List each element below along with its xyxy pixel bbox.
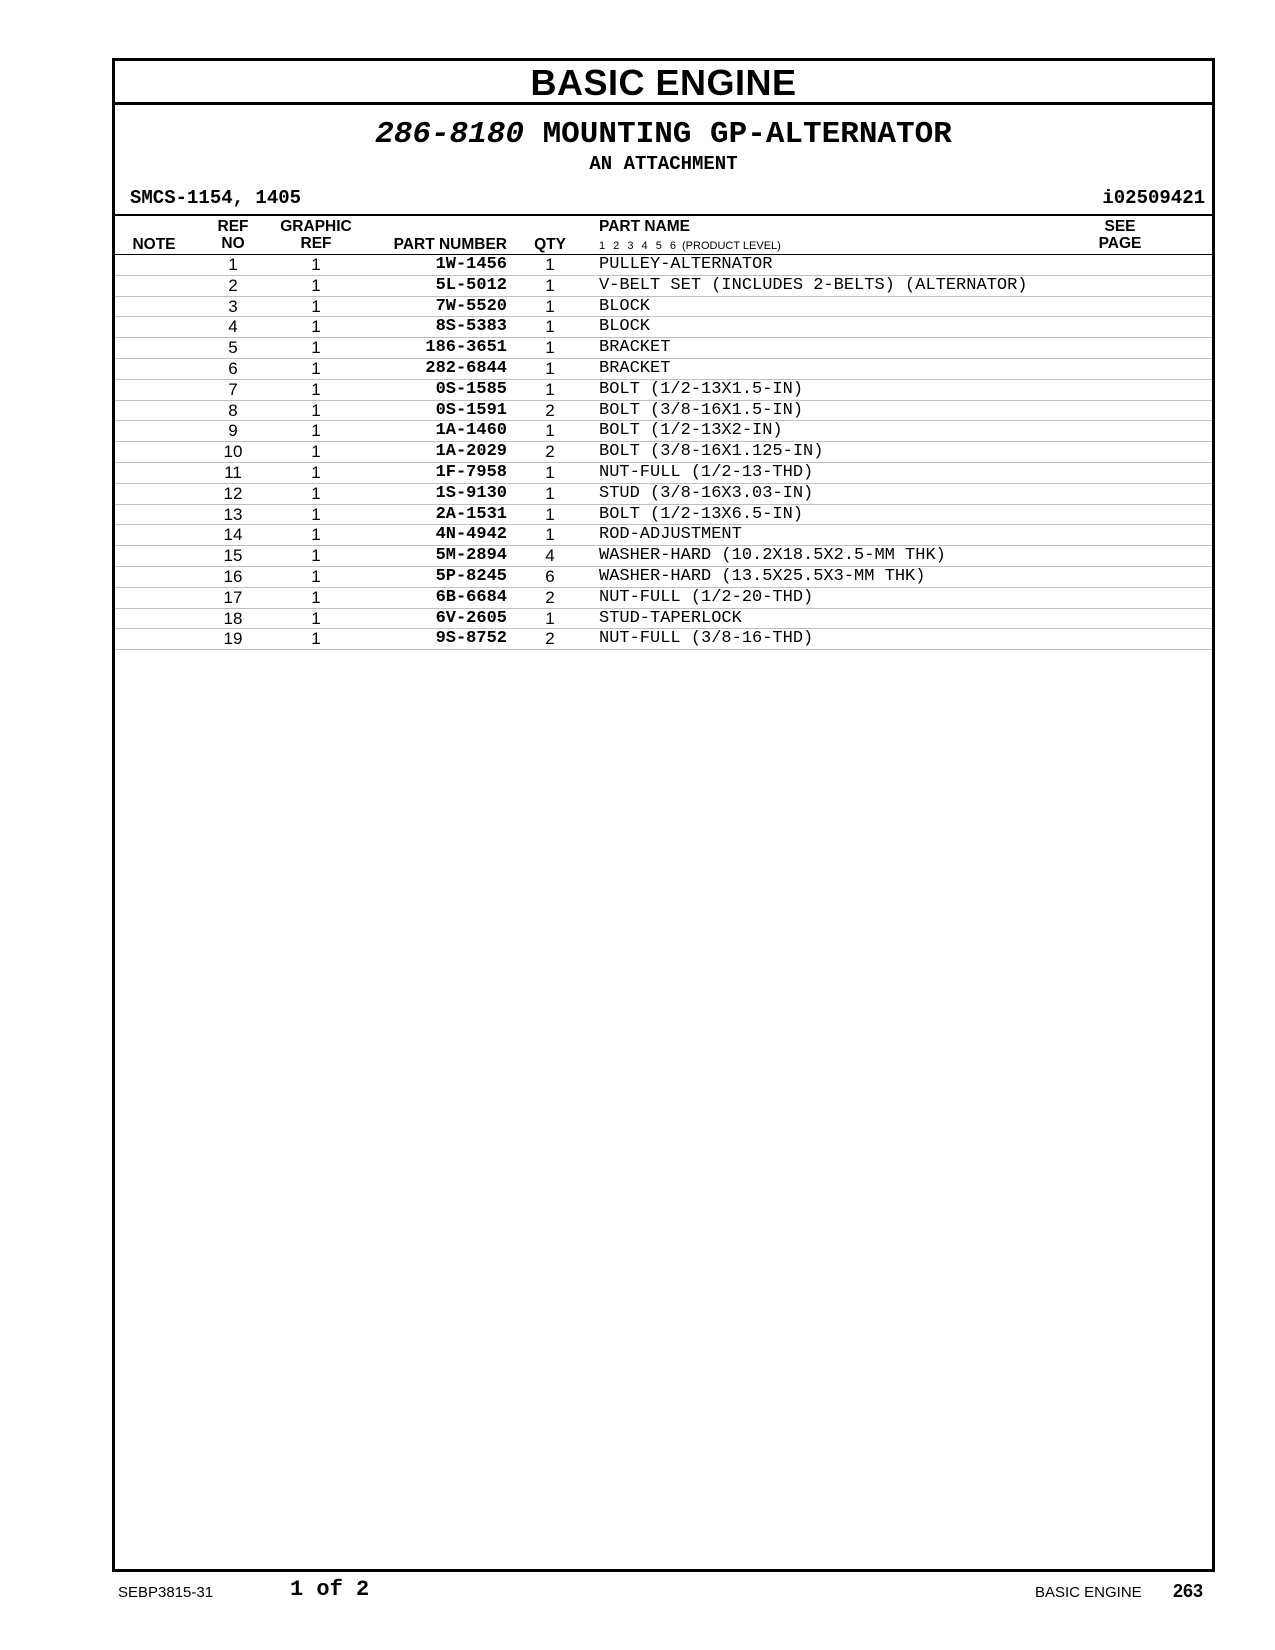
ref-no-cell: 4 <box>228 317 238 337</box>
column-header-graphic-ref <box>275 218 357 252</box>
graphic-ref-cell: 1 <box>311 338 321 358</box>
ref-no-cell: 5 <box>228 338 238 358</box>
graphic-ref-cell: 1 <box>311 275 321 295</box>
qty-cell: 1 <box>545 421 555 441</box>
qty-cell: 1 <box>545 317 555 337</box>
column-header-qty: QTY <box>534 236 566 253</box>
part-number-cell: 2A-1531 <box>435 504 507 524</box>
part-name-cell: WASHER-HARD (13.5X25.5X3-MM THK) <box>599 566 926 586</box>
footer-section: BASIC ENGINE <box>1035 1584 1142 1601</box>
qty-cell: 1 <box>545 255 555 274</box>
graphic-ref-cell: 1 <box>311 421 321 441</box>
product-levels <box>599 239 781 253</box>
graphic-ref-cell: 1 <box>311 504 321 524</box>
column-header-part-name: PART NAME <box>599 218 690 235</box>
qty-cell: 1 <box>545 379 555 399</box>
part-number-cell: 186-3651 <box>425 338 507 358</box>
part-name-cell: NUT-FULL (1/2-13-THD) <box>599 462 814 482</box>
qty-cell: 1 <box>545 338 555 358</box>
part-name-cell: BOLT (3/8-16X1.125-IN) <box>599 442 824 462</box>
part-number-cell: 4N-4942 <box>435 525 507 545</box>
part-name-cell: BOLT (1/2-13X6.5-IN) <box>599 504 804 524</box>
part-number-cell: 1F-7958 <box>435 462 507 482</box>
graphic-ref-cell: 1 <box>311 587 321 607</box>
part-name-cell: NUT-FULL (3/8-16-THD) <box>599 629 814 649</box>
qty-cell: 6 <box>545 566 555 586</box>
part-name-cell: BRACKET <box>599 358 671 378</box>
graphic-ref-line1: GRAPHIC <box>280 218 352 235</box>
ref-no-cell: 3 <box>228 296 238 316</box>
see-page-line1: SEE <box>1104 218 1136 235</box>
ref-no-cell: 11 <box>224 462 242 482</box>
group-subtitle: AN ATTACHMENT <box>589 153 738 175</box>
group-name: MOUNTING GP-ALTERNATOR <box>542 117 952 152</box>
part-number-cell: 5L-5012 <box>435 275 507 295</box>
ref-no-cell: 17 <box>223 587 243 607</box>
table-row <box>115 338 1212 359</box>
product-level-label: (PRODUCT LEVEL) <box>682 240 781 252</box>
header-rule <box>115 214 1212 216</box>
graphic-ref-cell: 1 <box>311 546 321 566</box>
table-row <box>115 629 1212 650</box>
graphic-ref-cell: 1 <box>311 317 321 337</box>
footer-doc-number: SEBP3815-31 <box>118 1584 214 1601</box>
graphic-ref-cell: 1 <box>311 525 321 545</box>
part-name-cell: NUT-FULL (1/2-20-THD) <box>599 587 814 607</box>
parts-table <box>115 255 1212 650</box>
part-name-cell: PULLEY-ALTERNATOR <box>599 255 773 274</box>
ref-no-cell: 15 <box>223 546 243 566</box>
table-row <box>115 421 1212 442</box>
ref-no-cell: 10 <box>223 442 243 462</box>
graphic-ref-cell: 1 <box>311 442 321 462</box>
ref-no-cell: 19 <box>223 629 243 649</box>
ref-no-cell: 12 <box>223 483 243 503</box>
qty-cell: 2 <box>545 442 555 462</box>
part-number-cell: 1A-1460 <box>435 421 507 441</box>
part-name-cell: BLOCK <box>599 317 651 337</box>
table-row <box>115 484 1212 505</box>
column-header-note: NOTE <box>132 236 176 253</box>
ref-no-cell: 2 <box>228 275 238 295</box>
part-name-cell: STUD-TAPERLOCK <box>599 608 742 628</box>
product-level-numbers: 1 2 3 4 5 6 <box>599 240 676 252</box>
part-number-cell: 6V-2605 <box>435 608 507 628</box>
table-row <box>115 380 1212 401</box>
table-row <box>115 505 1212 526</box>
graphic-ref-cell: 1 <box>311 358 321 378</box>
graphic-ref-cell: 1 <box>311 566 321 586</box>
part-name-cell: WASHER-HARD (10.2X18.5X2.5-MM THK) <box>599 546 946 566</box>
see-page-line2: PAGE <box>1098 235 1142 252</box>
illustration-id: i02509421 <box>1102 187 1205 209</box>
qty-cell: 1 <box>545 504 555 524</box>
ref-no-cell: 18 <box>223 608 243 628</box>
page-frame <box>112 58 1215 1572</box>
part-name-cell: STUD (3/8-16X3.03-IN) <box>599 483 814 503</box>
footer-page-count: 1 of 2 <box>290 1577 370 1602</box>
graphic-ref-cell: 1 <box>311 483 321 503</box>
qty-cell: 1 <box>545 296 555 316</box>
table-row <box>115 276 1212 297</box>
column-header-part-number: PART NUMBER <box>393 236 507 253</box>
part-name-cell: BOLT (1/2-13X2-IN) <box>599 421 783 441</box>
part-number-cell: 1W-1456 <box>435 255 507 274</box>
qty-cell: 1 <box>545 525 555 545</box>
table-row <box>115 297 1212 318</box>
ref-no-cell: 14 <box>223 525 243 545</box>
table-row <box>115 525 1212 546</box>
part-name-cell: BLOCK <box>599 296 651 316</box>
column-header-ref-no <box>205 218 261 252</box>
part-number-cell: 7W-5520 <box>435 296 507 316</box>
part-number-cell: 1S-9130 <box>435 483 507 503</box>
qty-cell: 1 <box>545 462 555 482</box>
ref-no-cell: 13 <box>223 504 243 524</box>
table-row <box>115 567 1212 588</box>
part-number-cell: 5P-8245 <box>435 566 507 586</box>
ref-no-line1: REF <box>217 218 249 235</box>
smcs-code: SMCS-1154, 1405 <box>130 187 302 209</box>
graphic-ref-cell: 1 <box>311 296 321 316</box>
qty-cell: 1 <box>545 608 555 628</box>
section-title: BASIC ENGINE <box>115 61 1212 105</box>
group-title <box>115 117 1212 153</box>
column-header-see-page <box>1085 218 1155 252</box>
ref-no-cell: 8 <box>228 400 238 420</box>
part-number-cell: 0S-1591 <box>435 400 507 420</box>
qty-cell: 1 <box>545 275 555 295</box>
part-number-cell: 5M-2894 <box>435 546 507 566</box>
table-row <box>115 588 1212 609</box>
part-name-cell: ROD-ADJUSTMENT <box>599 525 742 545</box>
table-row <box>115 546 1212 567</box>
graphic-ref-line2: REF <box>300 235 332 252</box>
part-number-cell: 8S-5383 <box>435 317 507 337</box>
qty-cell: 2 <box>545 587 555 607</box>
ref-no-cell: 16 <box>223 566 243 586</box>
graphic-ref-cell: 1 <box>311 379 321 399</box>
ref-no-cell: 1 <box>228 255 238 274</box>
part-number-cell: 1A-2029 <box>435 442 507 462</box>
graphic-ref-cell: 1 <box>311 462 321 482</box>
table-row <box>115 255 1212 276</box>
table-row <box>115 359 1212 380</box>
table-row <box>115 317 1212 338</box>
graphic-ref-cell: 1 <box>311 608 321 628</box>
part-number-cell: 6B-6684 <box>435 587 507 607</box>
table-row <box>115 609 1212 630</box>
graphic-ref-cell: 1 <box>311 400 321 420</box>
table-row <box>115 442 1212 463</box>
part-number-cell: 282-6844 <box>425 358 507 378</box>
part-name-cell: BRACKET <box>599 338 671 358</box>
graphic-ref-cell: 1 <box>311 255 321 274</box>
part-name-cell: BOLT (1/2-13X1.5-IN) <box>599 379 804 399</box>
qty-cell: 1 <box>545 483 555 503</box>
group-number: 286-8180 <box>375 117 524 152</box>
part-name-cell: BOLT (3/8-16X1.5-IN) <box>599 400 804 420</box>
ref-no-cell: 7 <box>228 379 238 399</box>
qty-cell: 4 <box>545 546 555 566</box>
qty-cell: 2 <box>545 400 555 420</box>
qty-cell: 1 <box>545 358 555 378</box>
part-number-cell: 9S-8752 <box>435 629 507 649</box>
part-number-cell: 0S-1585 <box>435 379 507 399</box>
ref-no-cell: 6 <box>228 358 238 378</box>
table-row <box>115 463 1212 484</box>
table-row <box>115 401 1212 422</box>
qty-cell: 2 <box>545 629 555 649</box>
footer-page-number: 263 <box>1173 1581 1204 1601</box>
ref-no-cell: 9 <box>228 421 238 441</box>
part-name-cell: V-BELT SET (INCLUDES 2-BELTS) (ALTERNATOR) <box>599 275 1028 295</box>
ref-no-line2: NO <box>221 235 245 252</box>
graphic-ref-cell: 1 <box>311 629 321 649</box>
